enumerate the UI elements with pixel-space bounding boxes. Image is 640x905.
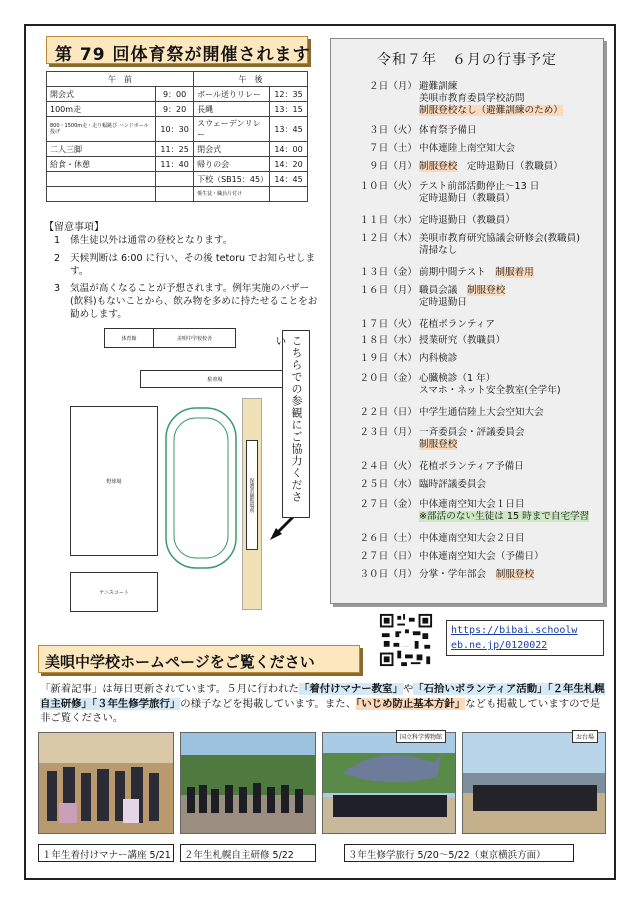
am-event-cell: 100m走: [47, 102, 156, 117]
festival-title: 第 79 回体育祭が開催されます: [46, 36, 308, 64]
event-date: ２２日（日）: [359, 407, 417, 418]
event-line: 体育祭予備日: [419, 125, 477, 136]
event-date: ２０日（金）: [359, 373, 417, 384]
schedule-row: [47, 117, 308, 142]
am-time-cell: 10：30: [156, 117, 194, 142]
photo-tag-odaiba: お台場: [572, 730, 598, 743]
event-line: 臨時評議委員会: [419, 479, 487, 490]
am-event-cell: 給食・休憩: [47, 157, 156, 172]
photo-caption: ３年生修学旅行 5/20～5/22（東京横浜方面）: [344, 844, 574, 862]
pm-time-cell: 14：20: [270, 157, 308, 172]
am-time-cell: 9：00: [156, 87, 194, 102]
event-line: 定時退勤日（教職員）: [419, 215, 515, 226]
event-line: 花植ボランティア予備日: [419, 461, 524, 472]
homepage-link[interactable]: [446, 620, 604, 656]
event-line: 内科検診: [419, 353, 458, 364]
event-date: １３日（金）: [359, 267, 417, 278]
event-line: 前期中間テスト 制服着用: [419, 267, 534, 278]
event-line: 中体連南空知大会１日目: [419, 499, 525, 510]
viewing-request-label: こちらでの参観にご協力ください: [282, 330, 310, 518]
june-events-panel: [330, 38, 604, 604]
pm-time-cell: 13：15: [270, 102, 308, 117]
schedule-row: [47, 187, 308, 202]
event-line: 花植ボランティア: [419, 319, 495, 330]
event-line: 中体連陸上南空知大会: [419, 143, 515, 154]
map-track: [160, 400, 246, 580]
am-event-cell: [47, 172, 156, 187]
map-parking: 駐車場: [140, 370, 290, 388]
event-line: スマホ・ネット安全教室(全学年): [419, 385, 561, 396]
note-item: 1 係生徒以外は通常の登校となります。: [53, 235, 233, 246]
pm-time-cell: 14：00: [270, 142, 308, 157]
event-date: ２４日（火）: [359, 461, 417, 472]
events-title: 令和７年 ６月の行事予定: [377, 52, 557, 68]
event-date: １０日（火）: [359, 181, 417, 192]
event-date: １７日（火）: [359, 319, 417, 330]
am-event-cell: [47, 187, 156, 202]
event-line: 定時退勤日: [419, 297, 467, 308]
event-line: 職員会議 制服登校: [419, 285, 506, 296]
url-line-2: eb.ne.jp/0120022: [451, 640, 548, 651]
map-gym: 体育館: [104, 328, 154, 348]
event-date: ２６日（土）: [359, 533, 417, 544]
event-line: 中体連南空知大会（予備日）: [419, 551, 544, 562]
pm-event-cell: 閉会式: [194, 142, 270, 157]
event-line: 一斉委員会・評議委員会: [419, 427, 525, 438]
photo-museum-trip: [322, 732, 456, 834]
event-line: 清掃なし: [419, 245, 458, 256]
event-date: ９日（月）: [369, 161, 417, 172]
pm-time-cell: 13：45: [270, 117, 308, 142]
event-date: １１日（水）: [359, 215, 417, 226]
event-line: 美唄市教育委員学校訪問: [419, 93, 525, 104]
pm-time-cell: 12：35: [270, 87, 308, 102]
event-date: １６日（月）: [359, 285, 417, 296]
photo-odaiba-trip: [462, 732, 606, 834]
photo-tag-museum: 国立科学博物館: [396, 730, 446, 743]
schedule-row: [47, 142, 308, 157]
pm-event-cell: スウェーデンリレー: [194, 117, 270, 142]
event-line: 避難訓練: [419, 81, 458, 92]
event-date: １８日（水）: [359, 335, 417, 346]
photo-caption: ２年生札幌自主研修 5/22: [180, 844, 316, 862]
pm-event-cell: 帰りの会: [194, 157, 270, 172]
pm-event-cell: 下校（SB15：45）: [194, 172, 270, 187]
am-event-cell: 開会式: [47, 87, 156, 102]
event-date: ７日（土）: [369, 143, 417, 154]
school-map: [60, 320, 310, 620]
event-date: ２３日（月）: [359, 427, 417, 438]
am-time-cell: 9：20: [156, 102, 194, 117]
map-tennis-court: テニスコート: [70, 572, 158, 612]
pm-time-cell: 14：45: [270, 172, 308, 187]
event-date: １２日（木）: [359, 233, 417, 244]
pm-header: 午 後: [194, 72, 308, 87]
photo-sapporo-study: [180, 732, 316, 834]
pm-event-cell: 係生徒・職員片付け: [194, 187, 270, 202]
qr-code-icon: [378, 612, 434, 668]
event-date: ３日（火）: [369, 125, 417, 136]
am-time-cell: [156, 187, 194, 202]
event-line: 分掌・学年部会 制服登校: [419, 569, 535, 580]
map-guardian-area-label: 保護者観覧場所: [246, 440, 258, 550]
schedule-row: [47, 172, 308, 187]
map-school-building: 美唄中学校校舎: [154, 328, 236, 348]
pm-event-cell: 長縄: [194, 102, 270, 117]
notes-heading: 【留意事項】: [44, 222, 104, 233]
event-line: 制服登校 定時退勤日（教職員）: [419, 161, 563, 172]
am-header: 午 前: [47, 72, 194, 87]
event-line: 制服登校なし（避難訓練のため）: [419, 105, 563, 116]
schedule-row: [47, 157, 308, 172]
url-line-1: https://bibai.schoolw: [451, 625, 578, 636]
event-line: 中体連南空知大会２日目: [419, 533, 525, 544]
event-date: ２日（月）: [369, 81, 417, 92]
note-item: 2 天候判断は 6:00 に行い、その後 tetoru でお知らせします。: [53, 253, 316, 278]
note-item: 3 気温が高くなることが予想されます。例年実施のバザー(飲料)もないことから、飲み物を多めに持たせることをお勧めします。: [53, 283, 318, 321]
event-line: 制服登校: [419, 439, 458, 450]
map-baseball-field: 野球場: [70, 406, 158, 556]
event-date: ３０日（月）: [359, 569, 417, 580]
am-time-cell: 11：25: [156, 142, 194, 157]
pm-time-cell: [270, 187, 308, 202]
am-event-cell: 二人三脚: [47, 142, 156, 157]
event-date: １９日（木）: [359, 353, 417, 364]
am-time-cell: [156, 172, 194, 187]
event-line: 中学生通信陸上大会空知大会: [419, 407, 544, 418]
homepage-description: 「新着記事」は毎日更新されています。５月に行われた「着付けマナー教室」や「石拾いボランティア活動」「２年生札幌自主研修」「３年生修学旅行」の様子などを掲載しています。また、「いじめ防止基本方針」なども掲載していますので是非ご覧ください。: [40, 683, 605, 724]
schedule-row: [47, 102, 308, 117]
event-line: テスト前部活動停止～13 日: [419, 181, 540, 192]
event-date: ２７日（金）: [359, 499, 417, 510]
am-time-cell: 11：40: [156, 157, 194, 172]
event-date: ２５日（水）: [359, 479, 417, 490]
schedule-row: [47, 87, 308, 102]
am-event-cell: 800・1500m走・走り幅跳び ハンドボール投げ: [47, 117, 156, 142]
event-line: ※部活のない生徒は 15 時まで自宅学習: [419, 511, 590, 522]
festival-schedule-table: [46, 71, 308, 202]
event-line: 授業研究（教職員）: [419, 335, 506, 346]
photo-kimono-class: [38, 732, 174, 834]
pm-event-cell: ボール送りリレー: [194, 87, 270, 102]
homepage-title: 美唄中学校ホームページをご覧ください: [38, 645, 360, 673]
event-line: 美唄市教育研究協議会研修会(教職員): [419, 233, 580, 244]
event-line: 心臓検診（1 年）: [419, 373, 496, 384]
photo-caption: １年生着付けマナー講座 5/21: [38, 844, 174, 862]
event-line: 定時退勤日（教職員）: [419, 193, 515, 204]
event-date: ２７日（日）: [359, 551, 417, 562]
